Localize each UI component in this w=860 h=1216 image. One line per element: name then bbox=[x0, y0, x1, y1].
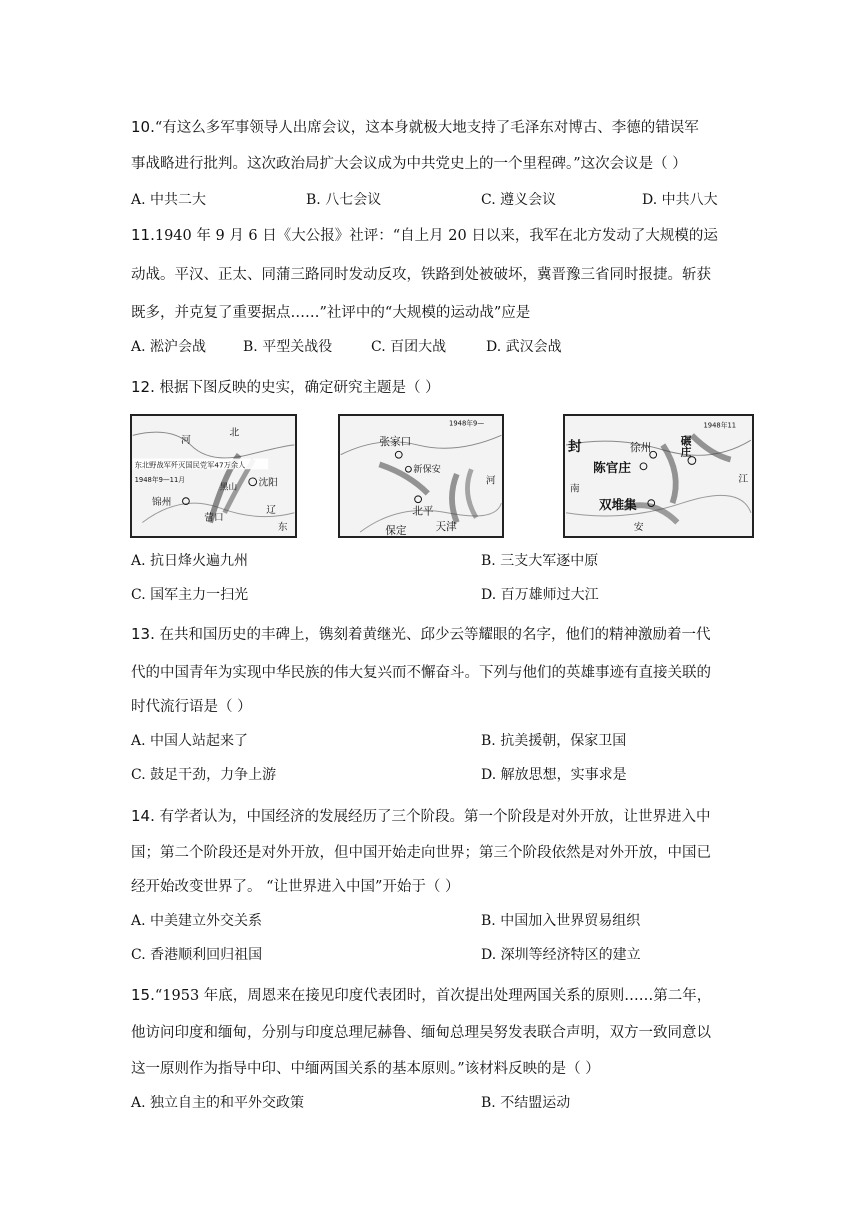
q11-option-d[interactable]: D. 武汉会战 bbox=[486, 339, 562, 355]
q11-option-a[interactable]: A. 淞沪会战 bbox=[131, 339, 207, 355]
label-feng: 封 bbox=[568, 438, 582, 455]
q14-option-c[interactable]: C. 香港顺利回归祖国 bbox=[131, 947, 263, 963]
q12-option-d[interactable]: D. 百万雄师过大江 bbox=[481, 587, 599, 603]
q11-line2 bbox=[131, 265, 711, 285]
q15-line1 bbox=[131, 985, 711, 1006]
q14-text-3: 经开始改变世界了。 “让世界进入中国”开始于（ ） bbox=[131, 879, 460, 895]
label-xinbaoan: 新保安 bbox=[413, 464, 441, 476]
q13-option-a[interactable]: A. 中国人站起来了 bbox=[131, 733, 249, 749]
q10-option-a[interactable]: A. 中共二大 bbox=[131, 192, 207, 208]
label-dong: 东 bbox=[277, 522, 288, 534]
label-tianjin: 天津 bbox=[435, 520, 457, 534]
label-heishan: 黑山 bbox=[219, 482, 238, 493]
q14-number: 14. bbox=[131, 807, 155, 825]
q14-option-a[interactable]: A. 中美建立外交关系 bbox=[131, 913, 263, 929]
label-yingkou: 营口 bbox=[204, 512, 224, 524]
label-chenguanzhuang: 陈官庄 bbox=[593, 460, 631, 476]
label-shenyang: 沈阳 bbox=[258, 477, 278, 489]
q12-text-1: 根据下图反映的史实，确定研究主题是（ ） bbox=[159, 380, 440, 396]
label-xuzhou: 徐州 bbox=[629, 440, 652, 454]
map-liaoshen-banner: 东北野战军歼灭国民党军47万余人 bbox=[134, 460, 246, 470]
q12-number: 12. bbox=[131, 378, 155, 396]
label-nan: 南 bbox=[569, 483, 580, 495]
q11-number: 11. bbox=[131, 226, 155, 244]
label-bei: 北 bbox=[229, 427, 240, 439]
q10-option-c[interactable]: C. 遵义会议 bbox=[481, 192, 557, 208]
q11-line1 bbox=[131, 225, 718, 246]
q14-line1 bbox=[131, 806, 710, 827]
q13-text-2: 代的中国青年为实现中华民族的伟大复兴而不懈奋斗。下列与他们的英雄事迹有直接关联的 bbox=[131, 665, 711, 681]
map-huaihai-date: 1948年11 bbox=[703, 421, 737, 430]
q11-option-c[interactable]: C. 百团大战 bbox=[371, 339, 447, 355]
label-beiping: 北平 bbox=[412, 504, 434, 518]
q12-line1 bbox=[131, 377, 440, 398]
map-pingjin bbox=[338, 414, 504, 538]
map-liaoshen-date: 1948年9—11月 bbox=[134, 475, 186, 484]
q15-number: 15. bbox=[131, 986, 155, 1004]
label-baoding: 保定 bbox=[385, 524, 407, 536]
label-nianzhuang: 碾庄 bbox=[679, 435, 693, 457]
map-pingjin-figure bbox=[340, 416, 502, 536]
q14-option-b[interactable]: B. 中国加入世界贸易组织 bbox=[481, 913, 641, 929]
q13-option-b[interactable]: B. 抗美援朝，保家卫国 bbox=[481, 733, 627, 749]
q13-line1 bbox=[131, 624, 710, 645]
q12-option-b[interactable]: B. 三支大军逐中原 bbox=[481, 553, 599, 569]
label-jiang: 江 bbox=[738, 473, 748, 485]
q10-line2 bbox=[131, 154, 687, 174]
q15-line3 bbox=[131, 1059, 600, 1079]
map-pingjin-date: 1948年9— bbox=[449, 419, 485, 428]
q11-text-3: 既多，并克复了重要据点……”社评中的“大规模的运动战”应是 bbox=[131, 305, 531, 321]
q10-option-d[interactable]: D. 中共八大 bbox=[642, 192, 718, 208]
q10-option-b[interactable]: B. 八七会议 bbox=[306, 192, 382, 208]
q10-text-2: 事战略进行批判。这次政治局扩大会议成为中共党史上的一个里程碑。”这次会议是（ ） bbox=[131, 156, 687, 172]
map-huaihai bbox=[563, 414, 754, 538]
label-jinzhou: 锦州 bbox=[152, 497, 172, 509]
q14-text-2: 国；第二个阶段还是对外开放，但中国开始走向世界；第三个阶段依然是对外开放，中国已 bbox=[131, 845, 711, 861]
q13-text-1: 在共和国历史的丰碑上，镌刻着黄继光、邱少云等耀眼的名字，他们的精神激励着一代 bbox=[159, 627, 711, 643]
q15-text-2: 他访问印度和缅甸，分别与印度总理尼赫鲁、缅甸总理吴努发表联合声明，双方一致同意以 bbox=[131, 1025, 711, 1041]
label-shuangduiji: 双堆集 bbox=[598, 496, 637, 512]
q15-line2 bbox=[131, 1023, 711, 1043]
q13-option-c[interactable]: C. 鼓足干劲，力争上游 bbox=[131, 767, 277, 783]
q11-text-1: 1940 年 9 月 6 日《大公报》社评：“自上月 20 日以来，我军在北方发动了大规模的运 bbox=[154, 228, 718, 244]
q14-line3 bbox=[131, 877, 460, 897]
q15-option-a[interactable]: A. 独立自主的和平外交政策 bbox=[131, 1095, 305, 1111]
q12-option-c[interactable]: C. 国军主力一扫光 bbox=[131, 587, 249, 603]
q13-text-3: 时代流行语是（ ） bbox=[131, 699, 252, 715]
q15-text-1: “1953 年底，周恩来在接见印度代表团时，首次提出处理两国关系的原则……第二年， bbox=[154, 988, 712, 1004]
map-liaoshen bbox=[130, 414, 297, 538]
q13-line2 bbox=[131, 663, 711, 683]
q15-text-3: 这一原则作为指导中印、中缅两国关系的基本原则。”该材料反映的是（ ） bbox=[131, 1061, 600, 1077]
q14-text-1: 有学者认为，中国经济的发展经历了三个阶段。第一个阶段是对外开放，让世界进入中 bbox=[159, 809, 711, 825]
label-an: 安 bbox=[633, 522, 644, 534]
q10-number: 10. bbox=[131, 118, 155, 136]
q10-text-1: “有这么多军事领导人出席会议，这本身就极大地支持了毛泽东对博古、李德的错误军 bbox=[154, 120, 699, 136]
label-zhangjiakou: 张家口 bbox=[379, 435, 412, 449]
q11-option-b[interactable]: B. 平型关战役 bbox=[243, 339, 333, 355]
q13-number: 13. bbox=[131, 625, 155, 643]
label-he2: 河 bbox=[485, 475, 496, 487]
q15-option-b[interactable]: B. 不结盟运动 bbox=[481, 1095, 571, 1111]
q11-text-2: 动战。平汉、正太、同蒲三路同时发动反攻，铁路到处被破坏，冀晋豫三省同时报捷。斩获 bbox=[131, 267, 711, 283]
map-liaoshen-figure bbox=[132, 416, 295, 536]
q12-option-a[interactable]: A. 抗日烽火遍九州 bbox=[131, 553, 249, 569]
q11-line3 bbox=[131, 303, 530, 323]
label-he: 河 bbox=[181, 435, 191, 447]
q13-option-d[interactable]: D. 解放思想，实事求是 bbox=[481, 767, 627, 783]
q13-line3 bbox=[131, 697, 252, 717]
q10-line1 bbox=[131, 117, 699, 138]
label-liao: 辽 bbox=[266, 504, 276, 516]
q14-option-d[interactable]: D. 深圳等经济特区的建立 bbox=[481, 947, 641, 963]
q14-line2 bbox=[131, 843, 711, 863]
map-huaihai-figure bbox=[565, 416, 752, 536]
